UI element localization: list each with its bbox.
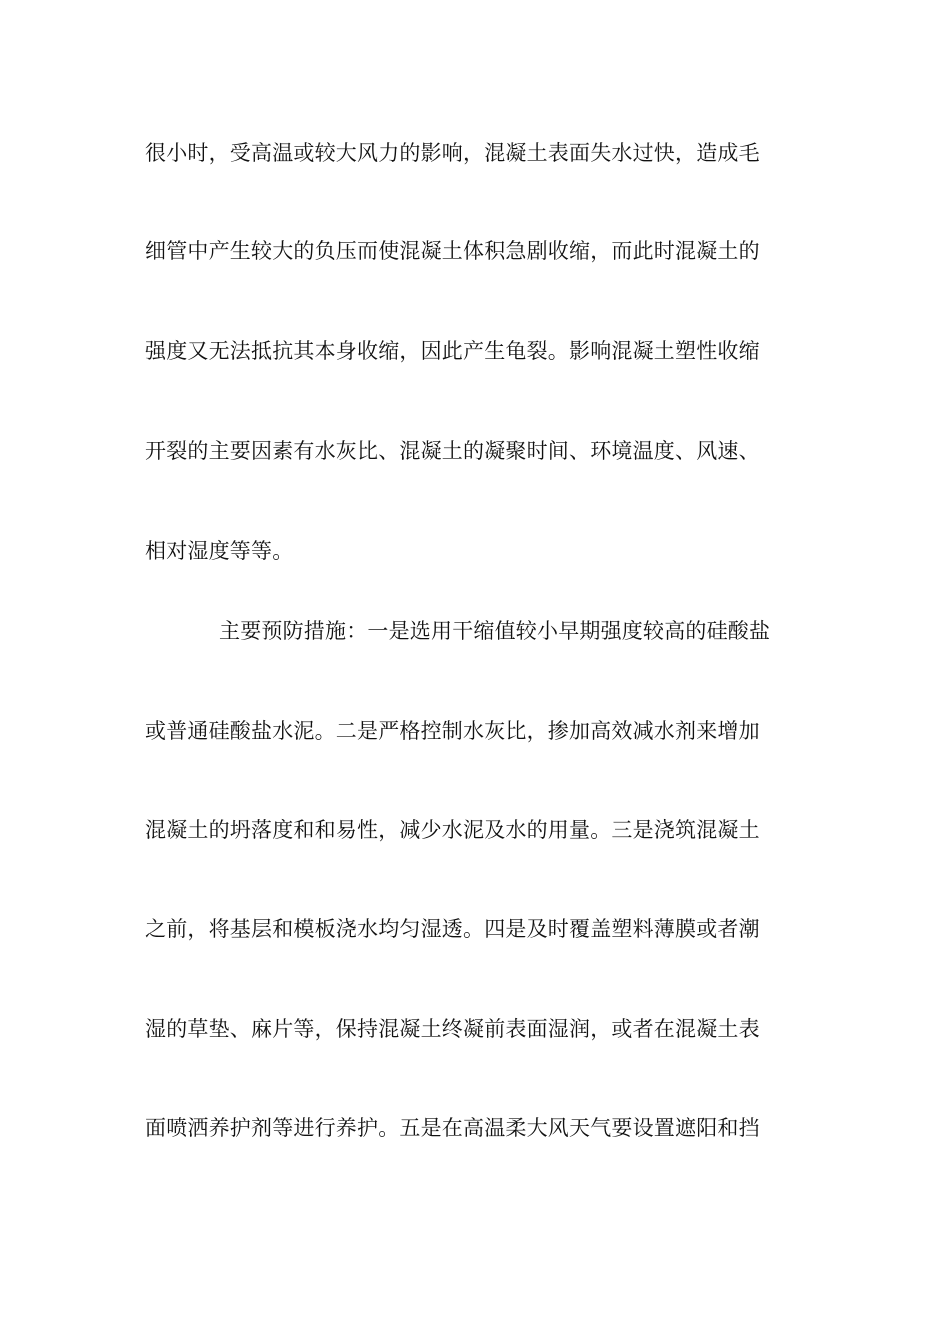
paragraph-1-line-2: 细管中产生较大的负压而使混凝土体积急剧收缩，而此时混凝土的	[145, 239, 760, 263]
paragraph-1-line-3: 强度又无法抵抗其本身收缩，因此产生龟裂。影响混凝土塑性收缩	[145, 339, 760, 363]
paragraph-2-line-4: 之前，将基层和模板浇水均匀湿透。四是及时覆盖塑料薄膜或者潮	[145, 917, 760, 941]
paragraph-1-line-5: 相对湿度等等。	[145, 539, 294, 563]
paragraph-2-line-6: 面喷洒养护剂等进行养护。五是在高温柔大风天气要设置遮阳和挡	[145, 1116, 760, 1140]
paragraph-2-line-3: 混凝土的坍落度和和易性，减少水泥及水的用量。三是浇筑混凝土	[145, 818, 760, 842]
paragraph-2-line-1: 主要预防措施：一是选用干缩值较小早期强度较高的硅酸盐	[219, 619, 771, 643]
paragraph-1-line-4: 开裂的主要因素有水灰比、混凝土的凝聚时间、环境温度、风速、	[145, 439, 760, 463]
paragraph-1-line-1: 很小时，受高温或较大风力的影响，混凝土表面失水过快，造成毛	[145, 141, 760, 165]
paragraph-2-line-5: 湿的草垫、麻片等，保持混凝土终凝前表面湿润，或者在混凝土表	[145, 1017, 760, 1041]
paragraph-2-line-2: 或普通硅酸盐水泥。二是严格控制水灰比，掺加高效减水剂来增加	[145, 719, 760, 743]
